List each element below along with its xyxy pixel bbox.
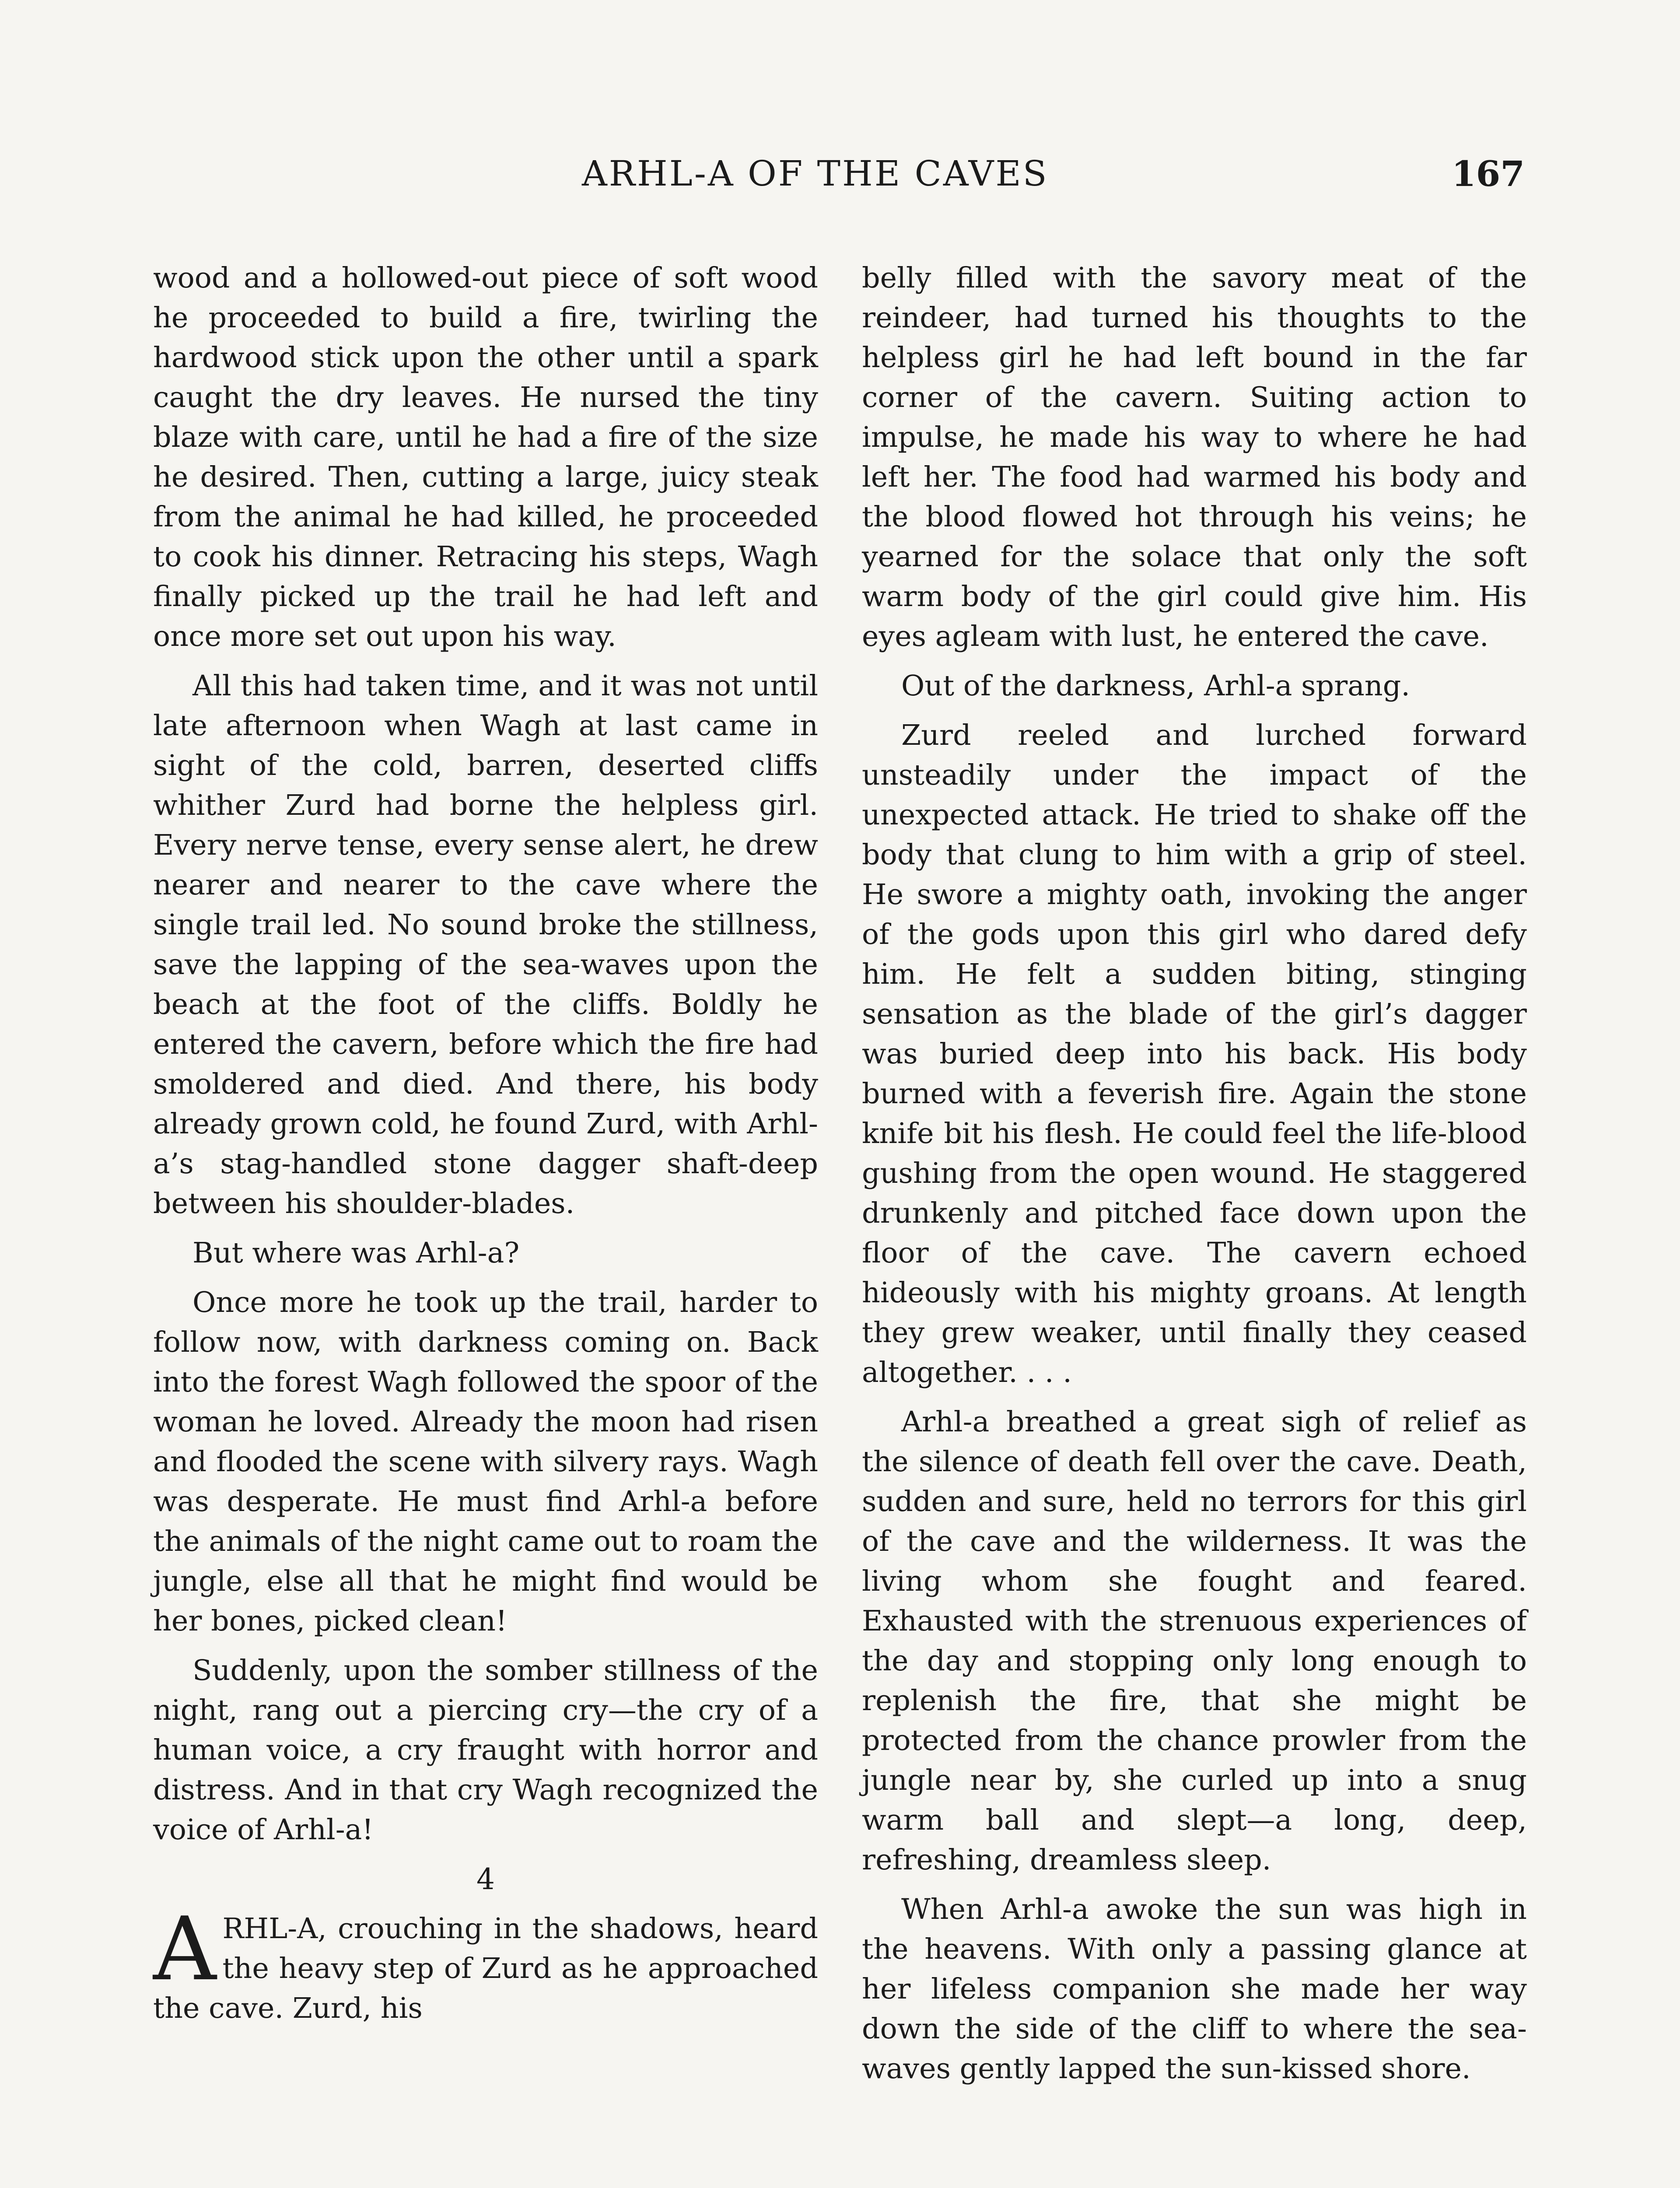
paragraph: Arhl-a breathed a great sigh of relief as the silence of death fell over the cave. Death, sudden and sure, held no terrors for this girl of the cave and the wilderness. It was the living whom she fought and feared. Exhausted with the strenuous experiences of the day and stopping only long enough to replenish the fire, that she might be protected from the chance prowler from the jungle near by, she curled up into a snug warm ball and slept—a long, deep, refreshing, dreamless sleep. [862, 1406, 1527, 1876]
paragraph: But where was Arhl-a? [192, 1237, 520, 1269]
paragraph: All this had taken time, and it was not until late afternoon when Wagh at last came in sight of the cold, barren, deserted cliffs whither Zurd had borne the helpless girl. Every nerve tense, every sense alert, he drew nearer and nearer to the cave where the single trail led. No sound broke the stillness, save the lapping of the sea-waves upon the beach at the foot of the cliffs. Boldly he entered the cavern, before which the fire had smoldered and died. And there, his body already grown cold, he found Zurd, with Arhl-a’s stag-handled stone dagger shaft-deep between his shoulder-blades. [153, 670, 818, 1220]
paragraph: wood and a hollowed-out piece of soft wood he proceeded to build a fire, twirling the hardwood stick upon the other until a spark caught the dry leaves. He nursed the tiny blaze with care, until he had a fire of the size he desired. Then, cutting a large, juicy steak from the animal he had killed, he proceeded to cook his dinner. Retracing his steps, Wagh finally picked up the trail he had left and once more set out upon his way. [153, 262, 818, 653]
dropcap-paragraph [153, 1898, 818, 2028]
paragraph: Suddenly, upon the somber stillness of the night, rang out a piercing cry—the cry of a human voice, a cry fraught with horror and distress. And in that cry Wagh recognized the voice of Arhl-a! [153, 1654, 818, 1846]
drop-cap-letter: A [153, 1898, 217, 2000]
dropcap-paragraph-text: RHL-A, crouching in the shadows, heard the heavy step of Zurd as he approached the cave. Zurd, his [153, 1912, 818, 2025]
right-column [862, 258, 1527, 2098]
running-title: ARHL-A OF THE CAVES [582, 153, 1049, 194]
paragraph: When Arhl-a awoke the sun was high in the heavens. With only a passing glance at her lifeless companion she made her way down the side of the cliff to where the sea-waves gently lapped the sun-kissed shore. [862, 1893, 1527, 2085]
paragraph: belly filled with the savory meat of the reindeer, had turned his thoughts to the helpless girl he had left bound in the far corner of the cavern. Suiting action to impulse, he made his way to where he had left her. The food had warmed his body and the blood flowed hot through his veins; he yearned for the solace that only the soft warm body of the girl could give him. His eyes agleam with lust, he entered the cave. [862, 262, 1527, 653]
section-number: 4 [476, 1862, 495, 1896]
page-number: 167 [1452, 153, 1525, 194]
paragraph: Once more he took up the trail, harder to follow now, with darkness coming on. Back into the forest Wagh followed the spoor of the woman he loved. Already the moon had risen and flooded the scene with silvery rays. Wagh was desperate. He must find Arhl-a before the animals of the night came out to roam the jungle, else all that he might find would be her bones, picked clean! [153, 1286, 818, 1637]
left-column [153, 258, 818, 2038]
paragraph: Out of the darkness, Arhl-a sprang. [901, 670, 1410, 702]
paragraph: Zurd reeled and lurched forward unsteadily under the impact of the unexpected attack. He tried to shake off the body that clung to him with a grip of steel. He swore a mighty oath, invoking the anger of the gods upon this girl who dared defy him. He felt a sudden biting, stinging sensation as the blade of the girl’s dagger was buried deep into his back. His body burned with a feverish fire. Again the stone knife bit his flesh. He could feel the life-blood gushing from the open wound. He staggered drunkenly and pitched face down upon the floor of the cave. The cavern echoed hideously with his mighty groans. At length they grew weaker, until finally they ceased altogether. . . . [862, 719, 1527, 1389]
